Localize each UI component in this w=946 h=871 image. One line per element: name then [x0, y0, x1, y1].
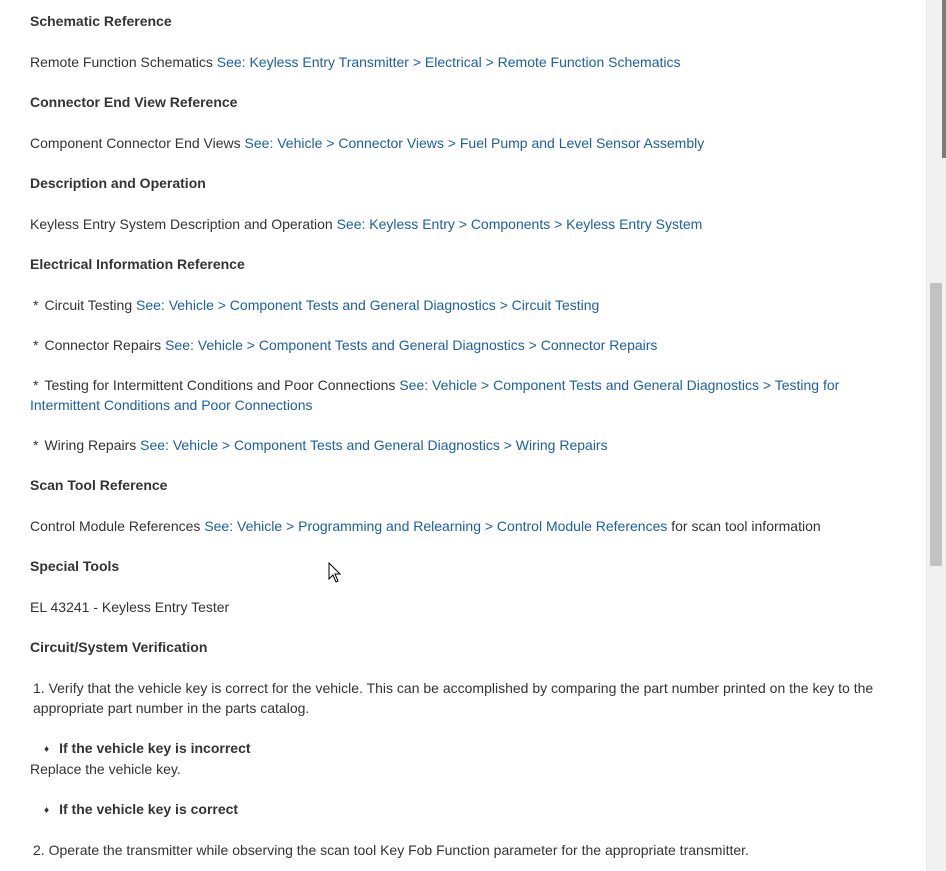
- connector-text: Component Connector End Views: [30, 135, 241, 151]
- list-item-text: Connector Repairs: [44, 337, 162, 353]
- step-1: 1. Verify that the vehicle key is correct for the vehicle. This can be accomplished by comparing the part number printed on the key to the appropriate part number in the parts catalog.: [33, 680, 874, 716]
- step1-incorrect-action: Replace the vehicle key.: [30, 761, 181, 777]
- connector-repairs-link[interactable]: See: Vehicle > Component Tests and General Diagnostics > Connector Repairs: [165, 337, 658, 353]
- diamond-bullet-icon: ♦: [44, 805, 50, 816]
- diamond-bullet-icon: ♦: [44, 744, 50, 755]
- intermittent-conditions-link[interactable]: See: Vehicle > Component Tests and General Diagnostics > Testing for Intermittent Conditions and Poor Connections: [30, 377, 840, 413]
- control-module-link[interactable]: See: Vehicle > Programming and Relearning > Control Module References: [204, 518, 668, 534]
- bullet-star: *: [33, 337, 39, 353]
- schematic-heading: Schematic Reference: [30, 13, 172, 29]
- mouse-cursor-icon: [328, 562, 342, 584]
- bullet-star: *: [33, 437, 39, 453]
- verification-heading: Circuit/System Verification: [30, 639, 208, 655]
- list-item-text: Wiring Repairs: [44, 437, 137, 453]
- scrollbar-thumb[interactable]: [930, 283, 942, 566]
- schematic-link[interactable]: See: Keyless Entry Transmitter > Electrical > Remote Function Schematics: [216, 54, 681, 70]
- list-item: [30, 435, 608, 455]
- bullet-star: *: [33, 377, 39, 393]
- description-text: Keyless Entry System Description and Operation: [30, 216, 333, 232]
- tools-text: EL 43241 - Keyless Entry Tester: [30, 599, 230, 615]
- step-2: 2. Operate the transmitter while observing the scan tool Key Fob Function parameter for the appropriate transmitter.: [33, 842, 749, 858]
- scan-heading: Scan Tool Reference: [30, 477, 168, 493]
- bullet-star: *: [33, 297, 39, 313]
- step1-incorrect-line: [30, 738, 251, 760]
- tools-heading: Special Tools: [30, 558, 120, 574]
- step1-correct: If the vehicle key is correct: [59, 801, 239, 817]
- description-line: [30, 214, 702, 234]
- scan-line: [30, 516, 821, 536]
- outer-scrollbar-thumb[interactable]: [942, 0, 946, 158]
- list-item-text: Testing for Intermittent Conditions and Poor Connections: [44, 377, 396, 393]
- connector-heading: Connector End View Reference: [30, 94, 238, 110]
- scan-text: Control Module References: [30, 518, 201, 534]
- description-link[interactable]: See: Keyless Entry > Components > Keyless Entry System: [336, 216, 703, 232]
- connector-link[interactable]: See: Vehicle > Connector Views > Fuel Pump and Level Sensor Assembly: [244, 135, 705, 151]
- list-item: [30, 375, 890, 415]
- electrical-heading: Electrical Information Reference: [30, 256, 245, 272]
- step1-correct-line: [30, 799, 238, 821]
- circuit-testing-link[interactable]: See: Vehicle > Component Tests and General Diagnostics > Circuit Testing: [136, 297, 600, 313]
- list-item-text: Circuit Testing: [44, 297, 133, 313]
- schematic-line: [30, 52, 681, 72]
- wiring-repairs-link[interactable]: See: Vehicle > Component Tests and General Diagnostics > Wiring Repairs: [140, 437, 608, 453]
- step1-incorrect: If the vehicle key is incorrect: [59, 740, 251, 756]
- description-heading: Description and Operation: [30, 175, 206, 191]
- connector-line: [30, 133, 704, 153]
- schematic-text: Remote Function Schematics: [30, 54, 213, 70]
- list-item: [30, 335, 657, 355]
- list-item: [30, 295, 599, 315]
- scan-suffix: for scan tool information: [671, 518, 821, 534]
